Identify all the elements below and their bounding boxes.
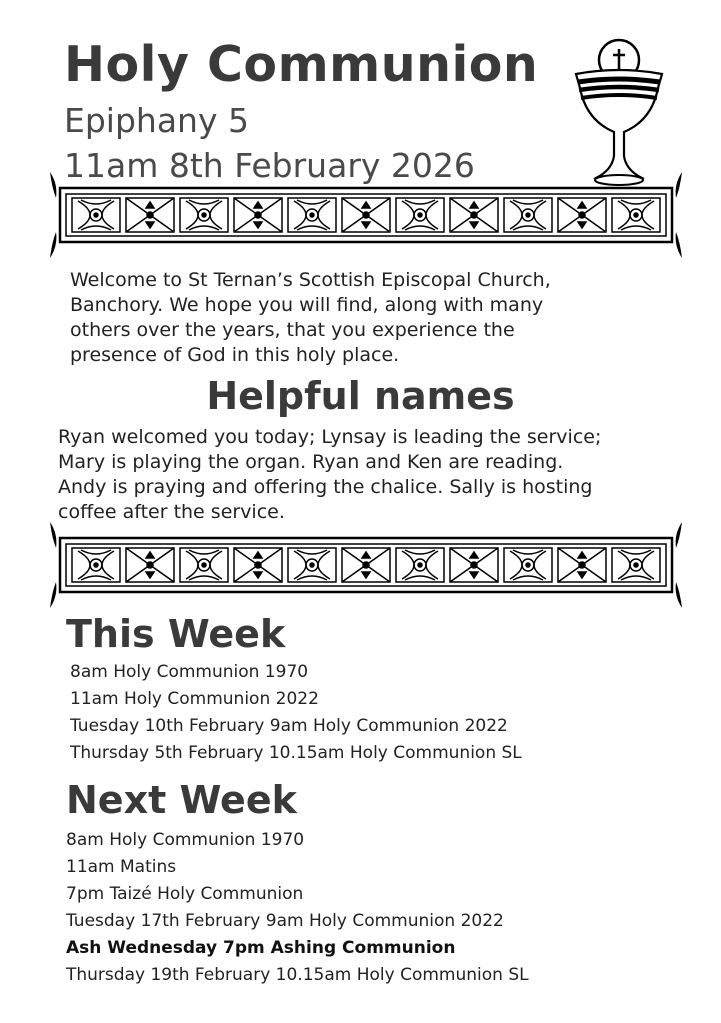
- list-item: Thursday 5th February 10.15am Holy Communion SL: [70, 743, 522, 763]
- this-week-heading: This Week: [66, 612, 286, 656]
- chalice-icon: [572, 32, 666, 188]
- service-subtitle: Epiphany 5: [64, 101, 249, 140]
- welcome-line: Banchory. We hope you will find, along with many: [70, 294, 544, 316]
- list-item-highlight: Ash Wednesday 7pm Ashing Communion: [66, 938, 456, 958]
- welcome-line: Welcome to St Ternan’s Scottish Episcopal Church,: [70, 269, 551, 291]
- names-line: Mary is playing the organ. Ryan and Ken are reading.: [58, 451, 564, 473]
- list-item: 7pm Taizé Holy Communion: [66, 884, 304, 904]
- next-week-heading: Next Week: [66, 778, 297, 822]
- helpful-names-heading: Helpful names: [206, 374, 515, 418]
- names-line: Andy is praying and offering the chalice. Sally is hosting: [58, 476, 593, 498]
- this-week-list: [70, 659, 522, 767]
- list-item: 11am Holy Communion 2022: [70, 689, 319, 709]
- list-item: Tuesday 17th February 9am Holy Communion 2022: [66, 911, 504, 931]
- list-item: Tuesday 10th February 9am Holy Communion 2022: [70, 716, 508, 736]
- decorative-border-top: [48, 170, 684, 260]
- next-week-list: [66, 827, 529, 989]
- service-datetime: 11am 8th February 2026: [64, 146, 475, 185]
- welcome-line: others over the years, that you experience the: [70, 319, 515, 341]
- helpful-names-paragraph: [58, 425, 698, 525]
- list-item: 8am Holy Communion 1970: [70, 662, 309, 682]
- list-item: Thursday 19th February 10.15am Holy Communion SL: [66, 965, 529, 985]
- list-item: 8am Holy Communion 1970: [66, 830, 305, 850]
- welcome-paragraph: [70, 268, 670, 368]
- welcome-line: presence of God in this holy place.: [70, 344, 400, 366]
- decorative-border-middle: [48, 520, 684, 610]
- page-title: Holy Communion: [64, 36, 539, 93]
- list-item: 11am Matins: [66, 857, 177, 877]
- names-line: Ryan welcomed you today; Lynsay is leading the service;: [58, 426, 602, 448]
- names-line: coffee after the service.: [58, 501, 285, 523]
